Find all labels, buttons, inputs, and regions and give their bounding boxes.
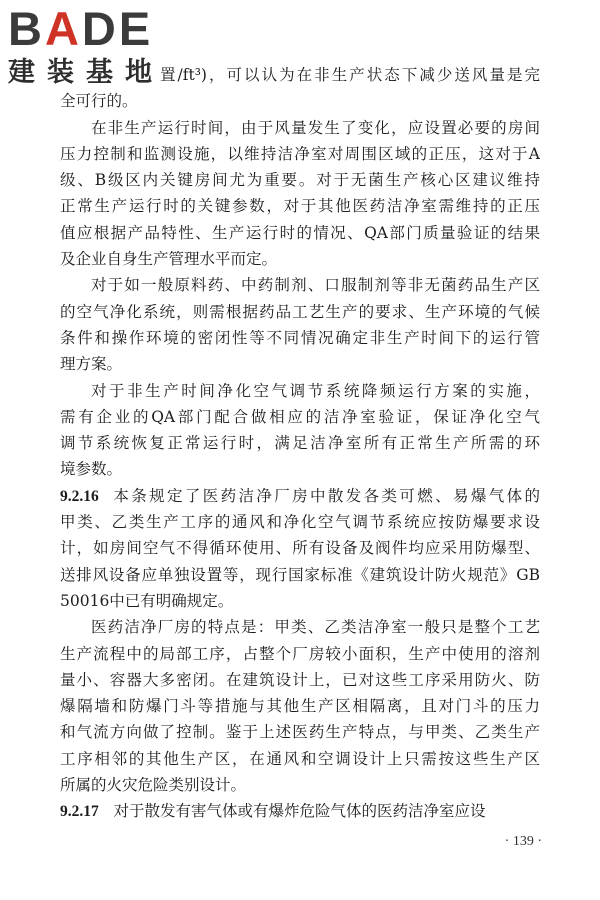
text-line: 及企业自身生产管理水平而定。 bbox=[60, 250, 278, 269]
text-line: 条件和操作环境的密闭性等不同情况确定非生产时间下的运行管 bbox=[60, 328, 540, 347]
text-line: 值应根据产品特性、生产运行时的情况、QA部门质量验证的结果 bbox=[60, 223, 540, 242]
page-number: · 139 · bbox=[504, 834, 542, 849]
text-line: 医药洁净厂房的特点是：甲类、乙类洁净室一般只是整个工艺 bbox=[91, 618, 540, 637]
text-line: 的空气净化系统，则需根据药品工艺生产的要求、生产环境的气候 bbox=[60, 302, 540, 321]
text-line: 级、B级区内关键房间尤为重要。对于无菌生产核心区建议维持 bbox=[60, 171, 540, 190]
text-line: 所属的火灾危险类别设计。 bbox=[60, 776, 247, 795]
clause-line bbox=[60, 798, 540, 824]
text-line: 和气流方向做了控制。鉴于上述医药生产特点，与甲类、乙类生产 bbox=[60, 723, 540, 742]
text-line: 50016中已有明确规定。 bbox=[60, 591, 234, 610]
text-line: 全可行的。 bbox=[60, 92, 138, 111]
clause-number: 9.2.16 bbox=[60, 487, 99, 505]
text-line: 在非生产运行时间，由于风量发生了变化，应设置必要的房间 bbox=[91, 118, 540, 137]
text-line: 生产流程中的局部工序，占整个厂房较小面积，生产中使用的溶剂 bbox=[60, 644, 540, 663]
text-line: 压力控制和监测设施，以维持洁净室对周围区域的正压，这对于A bbox=[60, 144, 540, 163]
text-line: 量小、容器大多密闭。在建筑设计上，已对这些工序采用防火、防 bbox=[60, 670, 540, 689]
text-line: 境参数。 bbox=[60, 460, 123, 479]
text-line: 需有企业的QA部门配合做相应的洁净室验证，保证净化空气 bbox=[60, 407, 540, 426]
text-line: 送排风设备应单独设置等，现行国家标准《建筑设计防火规范》GB bbox=[60, 565, 540, 584]
text-line: 甲类、乙类生产工序的通风和净化空气调节系统应按防爆要求设 bbox=[60, 513, 540, 532]
text-line: 对于非生产时间净化空气调节系统降频运行方案的实施， bbox=[91, 381, 540, 400]
text-line: 工序相邻的其他生产区，在通风和空调设计上只需按这些生产区 bbox=[60, 749, 540, 768]
document-body bbox=[60, 62, 540, 825]
text-line: 理方案。 bbox=[60, 355, 123, 374]
text-line: 置/ft³)，可以认为在非生产状态下减少送风量是完 bbox=[160, 66, 540, 84]
logo-wordmark: BADE bbox=[8, 2, 154, 55]
clause-number: 9.2.17 bbox=[60, 803, 99, 821]
text-span: 本条规定了医药洁净厂房中散发各类可燃、易爆气体的 bbox=[113, 486, 540, 505]
text-line: 正常生产运行时的关键参数，对于其他医药洁净室需维持的正压 bbox=[60, 197, 540, 216]
text-line: 调节系统恢复正常运行时，满足洁净室所有正常生产所需的环 bbox=[60, 434, 540, 453]
logo-subtitle: 建装基地 bbox=[8, 57, 164, 88]
text-line: 爆隔墙和防爆门斗等措施与其他生产区相隔离，且对门斗的压力 bbox=[60, 697, 540, 716]
text-line: 计，如房间空气不得循环使用、所有设备及阀件均应采用防爆型、 bbox=[60, 539, 540, 558]
text-span: 对于散发有害气体或有爆炸危险气体的医药洁净室应设 bbox=[113, 802, 486, 821]
text-line: 对于如一般原料药、中药制剂、口服制剂等非无菌药品生产区 bbox=[91, 276, 540, 295]
clause-line bbox=[60, 483, 540, 509]
